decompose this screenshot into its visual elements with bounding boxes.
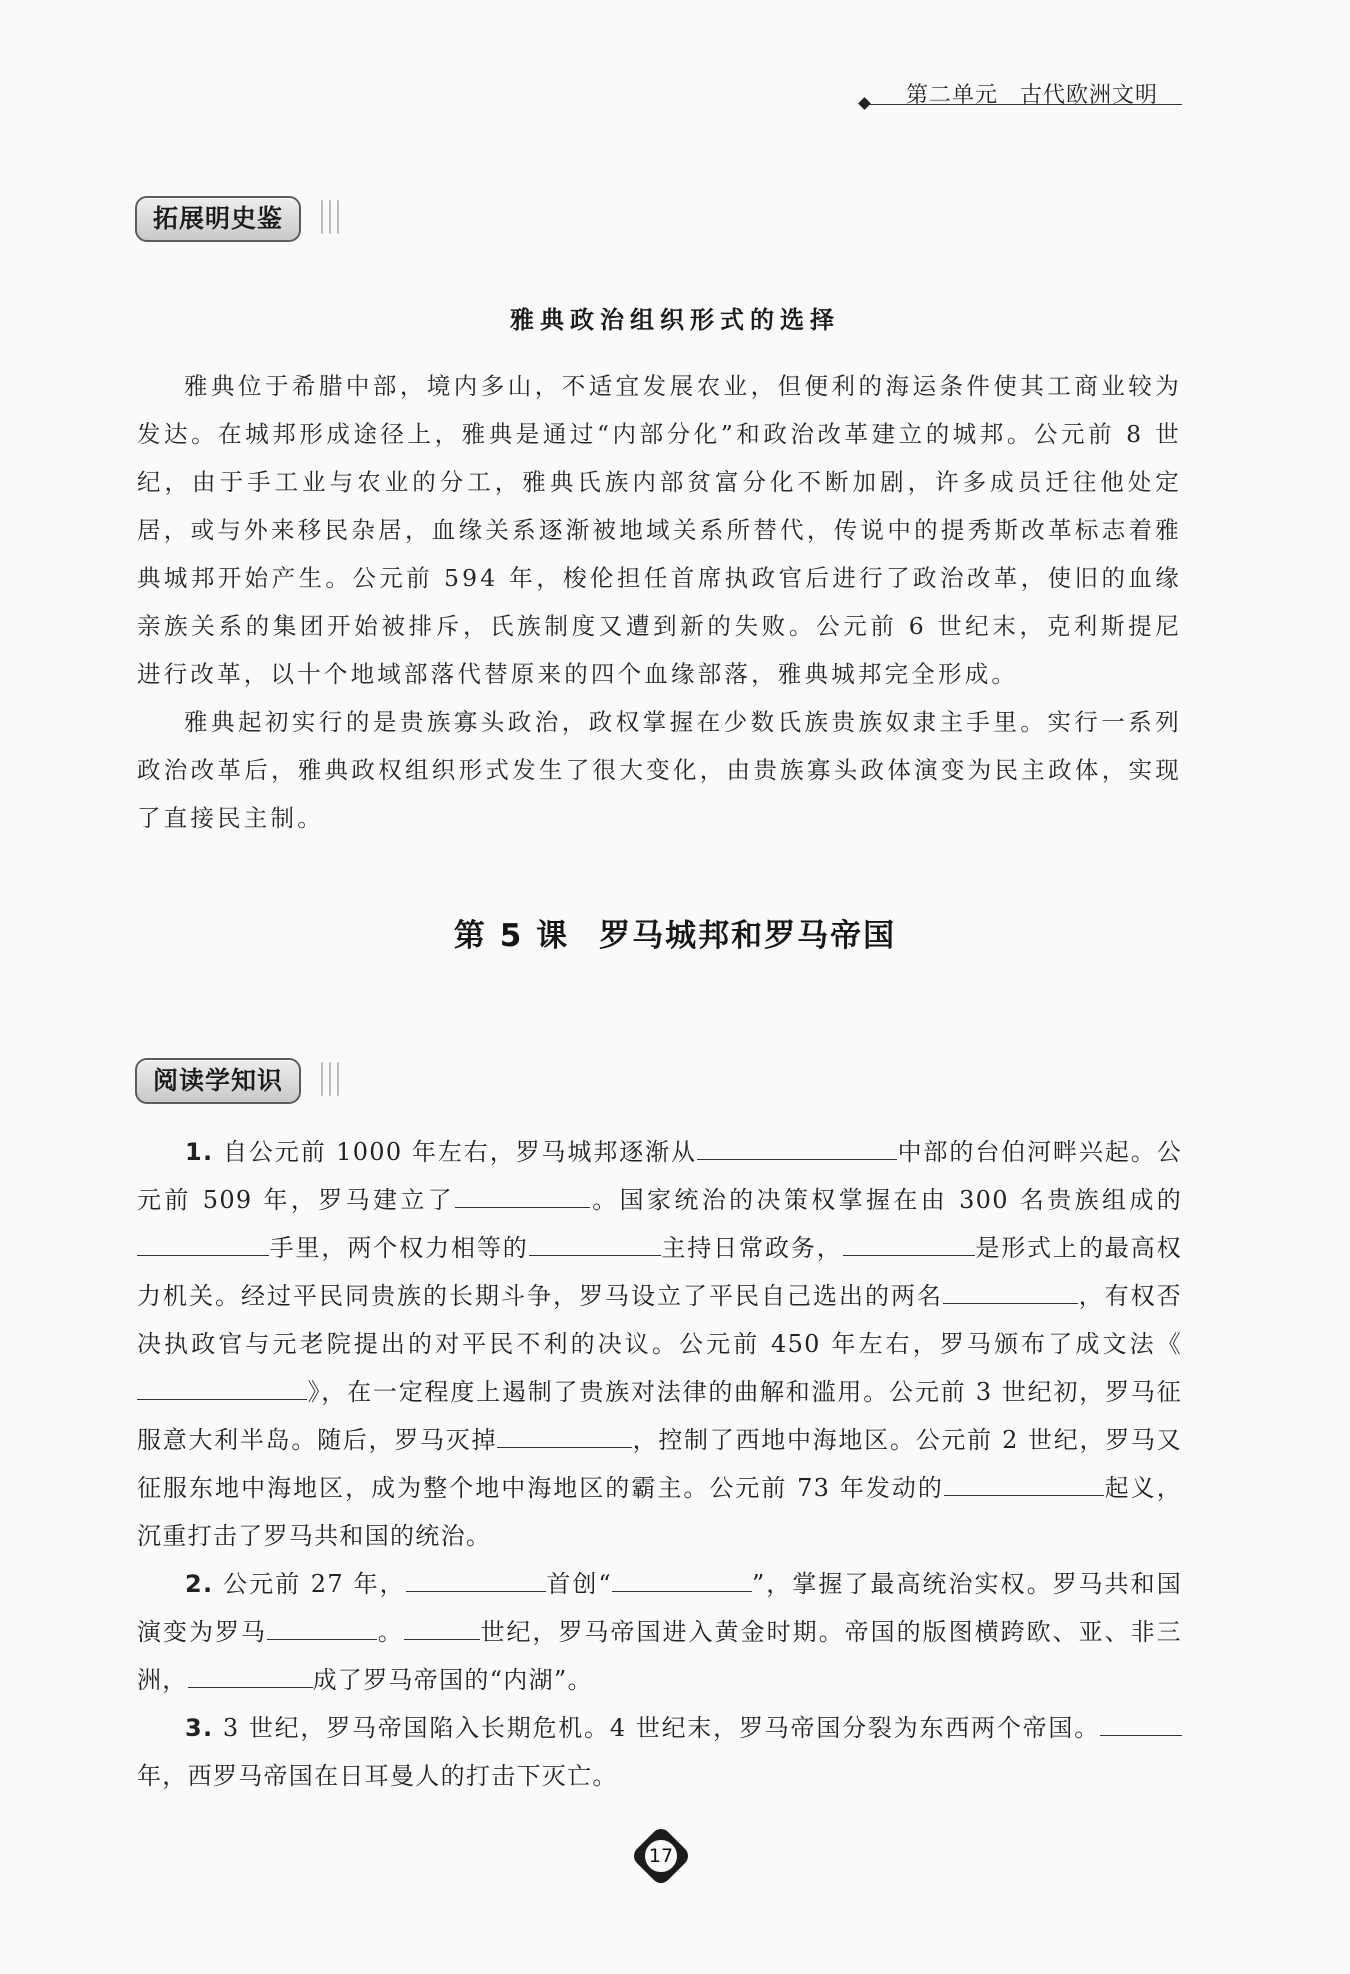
fill-blank[interactable] bbox=[943, 1281, 1078, 1304]
question-number: 1. bbox=[185, 1138, 214, 1166]
essay-paragraph: 雅典起初实行的是贵族寡头政治，政权掌握在少数氏族贵族奴隶主手里。实行一系列政治改革后，雅典政权组织形式发生了很大变化，由贵族寡头政体演变为民主政体，实现了直接民主制。 bbox=[137, 708, 1182, 832]
question-text: 起义，沉重打击了罗马共和国的统治。 bbox=[137, 1474, 1182, 1550]
question-text: 首创“ bbox=[545, 1570, 613, 1598]
fill-blank[interactable] bbox=[406, 1569, 546, 1592]
lesson-title bbox=[0, 910, 1350, 955]
essay-body bbox=[137, 362, 1182, 842]
fill-blank[interactable] bbox=[944, 1473, 1104, 1496]
question-text: 。国家统治的决策权掌握在由 300 名贵族组成的 bbox=[590, 1186, 1183, 1214]
page-number: 17 bbox=[643, 1838, 679, 1874]
extension-badge-label: 拓展明史鉴 bbox=[135, 196, 301, 242]
question-text: 。 bbox=[377, 1618, 404, 1646]
question-text: 中部的台伯河畔兴起。公元前 509 年，罗马建立了 bbox=[137, 1138, 1182, 1214]
fill-blank[interactable] bbox=[529, 1233, 661, 1256]
fill-blank[interactable] bbox=[404, 1617, 480, 1640]
essay-title: 雅典政治组织形式的选择 bbox=[510, 305, 840, 334]
question-2 bbox=[137, 1560, 1182, 1704]
question-1 bbox=[137, 1128, 1182, 1560]
lesson-number: 第 5 课 bbox=[453, 918, 570, 954]
page-number-badge bbox=[637, 1832, 685, 1880]
question-text: 》，在一定程度上遏制了贵族对法律的曲解和滥用。公元前 3 世纪初，罗马征服意大利半岛。随后，罗马灭掉 bbox=[137, 1378, 1182, 1454]
unit-label: 第二单元 bbox=[906, 83, 999, 108]
question-number: 2. bbox=[185, 1570, 214, 1598]
question-text: ，有权否决执政官与元老院提出的对平民不利的决议。公元前 450 年左右，罗马颁布了成文法《 bbox=[137, 1282, 1182, 1358]
fill-blank[interactable] bbox=[137, 1233, 269, 1256]
fill-blank[interactable] bbox=[497, 1425, 632, 1448]
fill-blank[interactable] bbox=[697, 1137, 897, 1160]
questions bbox=[137, 1128, 1182, 1800]
question-text: 成了罗马帝国的“内湖”。 bbox=[312, 1666, 593, 1694]
fill-blank[interactable] bbox=[188, 1665, 313, 1688]
fill-blank[interactable] bbox=[612, 1569, 752, 1592]
fill-blank[interactable] bbox=[267, 1617, 377, 1640]
question-text: 手里，两个权力相等的 bbox=[269, 1234, 529, 1262]
running-head bbox=[906, 78, 1158, 109]
fill-blank[interactable] bbox=[843, 1233, 975, 1256]
question-number: 3. bbox=[185, 1714, 214, 1742]
question-text: 自公元前 1000 年左右，罗马城邦逐渐从 bbox=[222, 1138, 697, 1166]
question-text: 世纪，罗马帝国进入黄金时期。帝国的版图横跨欧、亚、非三洲， bbox=[137, 1618, 1182, 1694]
fill-blank[interactable] bbox=[455, 1185, 590, 1208]
question-text: 公元前 27 年， bbox=[223, 1570, 406, 1598]
essay-paragraph: 雅典位于希腊中部，境内多山，不适宜发展农业，但便利的海运条件使其工商业较为发达。在城邦形成途径上，雅典是通过“内部分化”和政治改革建立的城邦。公元前 8 世纪，由于手工业与农业的分工，雅典氏族内部贫富分化不断加剧，许多成员迁往他处定居，或与外来移民杂居，血缘关系逐渐被地域关系所替代，传说中的提秀斯改革标志着雅典城邦开始产生。公元前 594 年，梭伦担任首席执政官后进行了政治改革，使旧的血缘亲族关系的集团开始被排斥，氏族制度又遭到新的失败。公元前 6 世纪末，克利斯提尼进行改革，以十个地域部落代替原来的四个血缘部落，雅典城邦完全形成。 bbox=[137, 372, 1182, 688]
fill-blank[interactable] bbox=[1100, 1713, 1182, 1736]
question-text: ”，掌握了最高统治实权。罗马共和国演变为罗马 bbox=[137, 1570, 1182, 1646]
unit-title: 古代欧洲文明 bbox=[1020, 83, 1159, 108]
question-3 bbox=[137, 1704, 1182, 1800]
fill-blank[interactable] bbox=[137, 1377, 307, 1400]
question-text: 是形式上的最高权力机关。经过平民同贵族的长期斗争，罗马设立了平民自己选出的两名 bbox=[137, 1234, 1182, 1310]
lesson-name: 罗马城邦和罗马帝国 bbox=[599, 918, 897, 954]
question-text: 主持日常政务， bbox=[660, 1234, 843, 1262]
question-text: 3 世纪，罗马帝国陷入长期危机。4 世纪末，罗马帝国分裂为东西两个帝国。 bbox=[222, 1714, 1100, 1742]
reading-badge-label: 阅读学知识 bbox=[135, 1058, 301, 1104]
question-text: ，控制了西地中海地区。公元前 2 世纪，罗马又征服东地中海地区，成为整个地中海地区的霸主。公元前 73 年发动的 bbox=[137, 1426, 1182, 1502]
question-text: 年，西罗马帝国在日耳曼人的打击下灭亡。 bbox=[137, 1762, 618, 1790]
